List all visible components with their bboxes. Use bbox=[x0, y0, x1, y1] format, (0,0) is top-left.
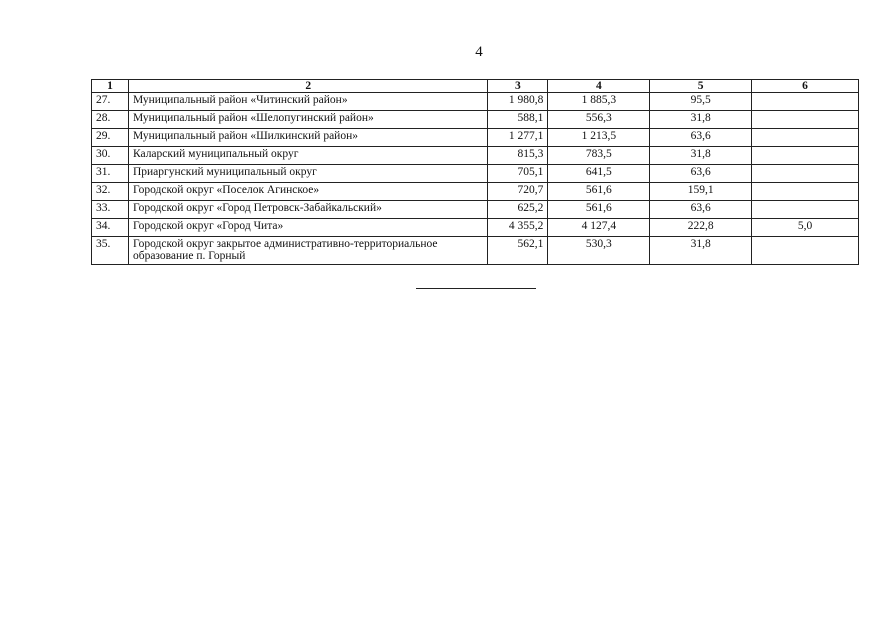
cell-value-col6 bbox=[752, 183, 859, 201]
cell-value-col3: 1 277,1 bbox=[488, 129, 548, 147]
municipality-name: Городской округ «Город Чита» bbox=[128, 219, 487, 237]
data-table bbox=[91, 79, 859, 265]
cell-value-col3: 4 355,2 bbox=[488, 219, 548, 237]
cell-value-col4: 1 213,5 bbox=[548, 129, 650, 147]
cell-value-col6 bbox=[752, 129, 859, 147]
cell-value-col5: 63,6 bbox=[650, 201, 752, 219]
end-of-document-rule bbox=[416, 288, 536, 289]
cell-value-col3: 562,1 bbox=[488, 237, 548, 265]
column-header: 6 bbox=[752, 80, 859, 93]
column-header: 1 bbox=[92, 80, 129, 93]
cell-value-col3: 1 980,8 bbox=[488, 93, 548, 111]
cell-value-col5: 31,8 bbox=[650, 237, 752, 265]
row-number: 33. bbox=[92, 201, 129, 219]
cell-value-col5: 159,1 bbox=[650, 183, 752, 201]
cell-value-col3: 588,1 bbox=[488, 111, 548, 129]
cell-value-col3: 720,7 bbox=[488, 183, 548, 201]
column-header: 5 bbox=[650, 80, 752, 93]
cell-value-col4: 641,5 bbox=[548, 165, 650, 183]
table-row bbox=[92, 165, 859, 183]
table-row bbox=[92, 183, 859, 201]
column-header: 3 bbox=[488, 80, 548, 93]
municipality-name: Муниципальный район «Шелопугинский район» bbox=[128, 111, 487, 129]
column-header: 4 bbox=[548, 80, 650, 93]
row-number: 34. bbox=[92, 219, 129, 237]
cell-value-col5: 63,6 bbox=[650, 129, 752, 147]
municipality-name: Приаргунский муниципальный округ bbox=[128, 165, 487, 183]
cell-value-col6 bbox=[752, 165, 859, 183]
table-row bbox=[92, 93, 859, 111]
row-number: 27. bbox=[92, 93, 129, 111]
row-number: 31. bbox=[92, 165, 129, 183]
cell-value-col4: 556,3 bbox=[548, 111, 650, 129]
table-row bbox=[92, 237, 859, 265]
cell-value-col4: 530,3 bbox=[548, 237, 650, 265]
cell-value-col3: 625,2 bbox=[488, 201, 548, 219]
cell-value-col5: 63,6 bbox=[650, 165, 752, 183]
municipality-name: Городской округ закрытое административно-территориальное образование п. Горный bbox=[128, 237, 487, 265]
cell-value-col6 bbox=[752, 201, 859, 219]
municipality-name: Городской округ «Город Петровск-Забайкальский» bbox=[128, 201, 487, 219]
cell-value-col4: 4 127,4 bbox=[548, 219, 650, 237]
header-row bbox=[92, 80, 859, 93]
cell-value-col6: 5,0 bbox=[752, 219, 859, 237]
cell-value-col3: 705,1 bbox=[488, 165, 548, 183]
cell-value-col5: 222,8 bbox=[650, 219, 752, 237]
municipality-name: Городской округ «Поселок Агинское» bbox=[128, 183, 487, 201]
cell-value-col6 bbox=[752, 111, 859, 129]
cell-value-col6 bbox=[752, 237, 859, 265]
cell-value-col5: 95,5 bbox=[650, 93, 752, 111]
cell-value-col6 bbox=[752, 93, 859, 111]
cell-value-col5: 31,8 bbox=[650, 147, 752, 165]
column-header: 2 bbox=[128, 80, 487, 93]
municipality-name: Каларский муниципальный округ bbox=[128, 147, 487, 165]
table-row bbox=[92, 201, 859, 219]
table-row bbox=[92, 129, 859, 147]
row-number: 29. bbox=[92, 129, 129, 147]
row-number: 35. bbox=[92, 237, 129, 265]
page-number: 4 bbox=[475, 44, 483, 60]
municipality-name: Муниципальный район «Шилкинский район» bbox=[128, 129, 487, 147]
cell-value-col4: 561,6 bbox=[548, 201, 650, 219]
table-row bbox=[92, 147, 859, 165]
cell-value-col4: 561,6 bbox=[548, 183, 650, 201]
cell-value-col4: 1 885,3 bbox=[548, 93, 650, 111]
municipality-name: Муниципальный район «Читинский район» bbox=[128, 93, 487, 111]
table-row bbox=[92, 111, 859, 129]
cell-value-col3: 815,3 bbox=[488, 147, 548, 165]
cell-value-col4: 783,5 bbox=[548, 147, 650, 165]
cell-value-col6 bbox=[752, 147, 859, 165]
row-number: 32. bbox=[92, 183, 129, 201]
cell-value-col5: 31,8 bbox=[650, 111, 752, 129]
row-number: 28. bbox=[92, 111, 129, 129]
row-number: 30. bbox=[92, 147, 129, 165]
table-row bbox=[92, 219, 859, 237]
